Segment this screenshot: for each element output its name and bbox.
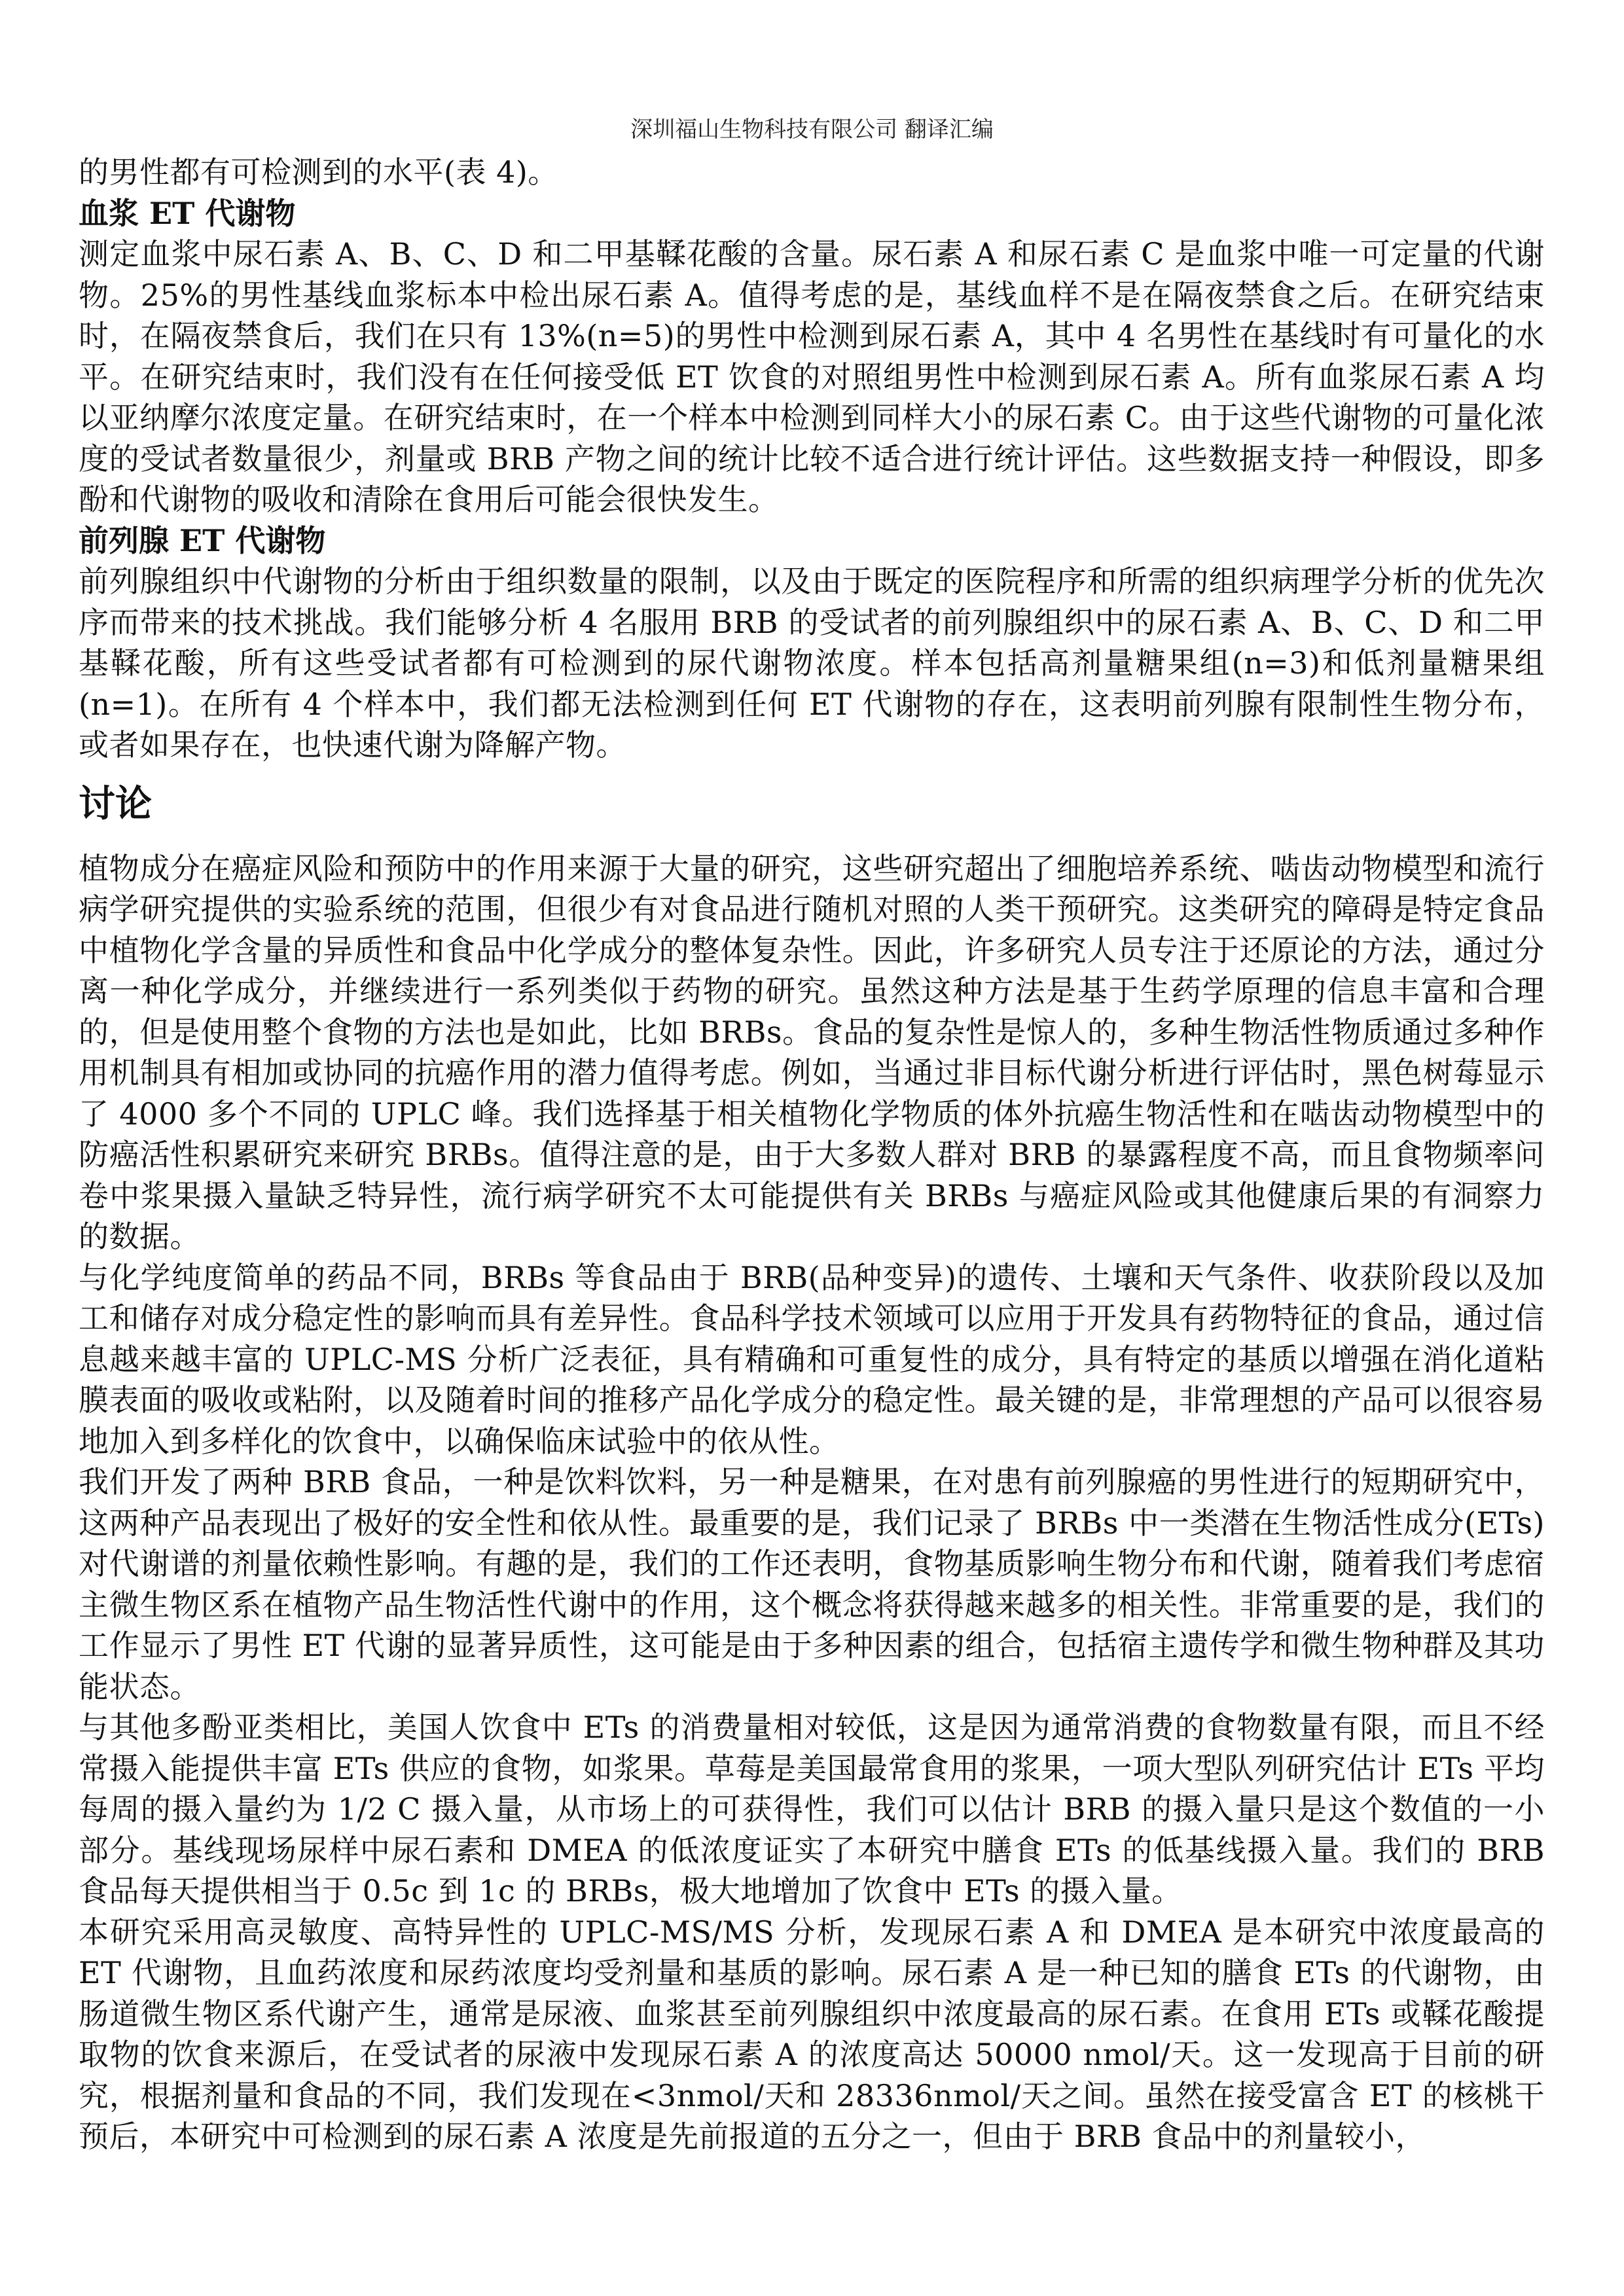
- section-heading-discussion: 讨论: [79, 781, 152, 825]
- continuation-paragraph: 的男性都有可检测到的水平(表 4)。: [79, 154, 558, 190]
- discussion-paragraph-5: 本研究采用高灵敏度、高特异性的 UPLC-MS/MS 分析，发现尿石素 A 和 DMEA 是本研究中浓度最高的 ET 代谢物，且血药浓度和尿药浓度均受剂量和基质的影响。尿石素 A 是一种已知的膳食 ETs 的代谢物，由肠道微生物区系代谢产生，通常是尿液、血浆甚至前列腺组织中浓度最高的尿石素。在食用 ETs 或鞣花酸提取物的饮食来源后，在受试者的尿液中发现尿石素 A 的浓度高达 50000 nmol/天。这一发现高于目前的研究，根据剂量和食品的不同，我们发现在<3nmol/天和 28336nmol/天之间。虽然在接受富含 ET 的核桃干预后，本研究中可检测到的尿石素 A 浓度是先前报道的五分之一，但由于 BRB 食品中的剂量较小，: [79, 1914, 1545, 2154]
- discussion-paragraph-2: 与化学纯度简单的药品不同，BRBs 等食品由于 BRB(品种变异)的遗传、土壤和天气条件、收获阶段以及加工和储存对成分稳定性的影响而具有差异性。食品科学技术领域可以应用于开发具有药物特征的食品，通过信息越来越丰富的 UPLC-MS 分析广泛表征，具有精确和可重复性的成分，具有特定的基质以增强在消化道粘膜表面的吸收或粘附，以及随着时间的推移产品化学成分的稳定性。最关键的是，非常理想的产品可以很容易地加入到多样化的饮食中，以确保临床试验中的依从性。: [79, 1259, 1545, 1459]
- document-body: [79, 152, 1545, 2157]
- paragraph-prostate: 前列腺组织中代谢物的分析由于组织数量的限制，以及由于既定的医院程序和所需的组织病理学分析的优先次序而带来的技术挑战。我们能够分析 4 名服用 BRB 的受试者的前列腺组织中的尿石素 A、B、C、D 和二甲基鞣花酸，所有这些受试者都有可检测到的尿代谢物浓度。样本包括高剂量糖果组(n=3)和低剂量糖果组(n=1)。在所有 4 个样本中，我们都无法检测到任何 ET 代谢物的存在，这表明前列腺有限制性生物分布，或者如果存在，也快速代谢为降解产物。: [79, 564, 1545, 762]
- discussion-paragraph-4: 与其他多酚亚类相比，美国人饮食中 ETs 的消费量相对较低，这是因为通常消费的食物数量有限，而且不经常摄入能提供丰富 ETs 供应的食物，如浆果。草莓是美国最常食用的浆果，一项大型队列研究估计 ETs 平均每周的摄入量约为 1/2 C 摄入量，从市场上的可获得性，我们可以估计 BRB 的摄入量只是这个数值的一小部分。基线现场尿样中尿石素和 DMEA 的低浓度证实了本研究中膳食 ETs 的低基线摄入量。我们的 BRB 食品每天提供相当于 0.5c 到 1c 的 BRBs，极大地增加了饮食中 ETs 的摄入量。: [79, 1710, 1545, 1909]
- section-heading-plasma: 血浆 ET 代谢物: [79, 195, 296, 231]
- discussion-paragraph-3: 我们开发了两种 BRB 食品，一种是饮料饮料，另一种是糖果，在对患有前列腺癌的男性进行的短期研究中，这两种产品表现出了极好的安全性和依从性。最重要的是，我们记录了 BRBs 中一类潜在生物活性成分(ETs)对代谢谱的剂量依赖性影响。有趣的是，我们的工作还表明，食物基质影响生物分布和代谢，随着我们考虑宿主微生物区系在植物产品生物活性代谢中的作用，这个概念将获得越来越多的相关性。非常重要的是，我们的工作显示了男性 ET 代谢的显著异质性，这可能是由于多种因素的组合，包括宿主遗传学和微生物种群及其功能状态。: [79, 1464, 1545, 1704]
- discussion-paragraph-1: 植物成分在癌症风险和预防中的作用来源于大量的研究，这些研究超出了细胞培养系统、啮齿动物模型和流行病学研究提供的实验系统的范围，但很少有对食品进行随机对照的人类干预研究。这类研究的障碍是特定食品中植物化学含量的异质性和食品中化学成分的整体复杂性。因此，许多研究人员专注于还原论的方法，通过分离一种化学成分，并继续进行一系列类似于药物的研究。虽然这种方法是基于生药学原理的信息丰富和合理的，但是使用整个食物的方法也是如此，比如 BRBs。食品的复杂性是惊人的，多种生物活性物质通过多种作用机制具有相加或协同的抗癌作用的潜力值得考虑。例如，当通过非目标代谢分析进行评估时，黑色树莓显示了 4000 多个不同的 UPLC 峰。我们选择基于相关植物化学物质的体外抗癌生物活性和在啮齿动物模型中的防癌活性积累研究来研究 BRBs。值得注意的是，由于大多数人群对 BRB 的暴露程度不高，而且食物频率问卷中浆果摄入量缺乏特异性，流行病学研究不太可能提供有关 BRBs 与癌症风险或其他健康后果的有洞察力的数据。: [79, 850, 1545, 1254]
- page-header: 深圳福山生物科技有限公司 翻译汇编: [630, 117, 994, 143]
- section-heading-prostate: 前列腺 ET 代谢物: [79, 522, 326, 558]
- paragraph-plasma: 测定血浆中尿石素 A、B、C、D 和二甲基鞣花酸的含量。尿石素 A 和尿石素 C 是血浆中唯一可定量的代谢物。25%的男性基线血浆标本中检出尿石素 A。值得考虑的是，基线血样不是在隔夜禁食之后。在研究结束时，在隔夜禁食后，我们在只有 13%(n=5)的男性中检测到尿石素 A，其中 4 名男性在基线时有可量化的水平。在研究结束时，我们没有在任何接受低 ET 饮食的对照组男性中检测到尿石素 A。所有血浆尿石素 A 均以亚纳摩尔浓度定量。在研究结束时，在一个样本中检测到同样大小的尿石素 C。由于这些代谢物的可量化浓度的受试者数量很少，剂量或 BRB 产物之间的统计比较不适合进行统计评估。这些数据支持一种假设，即多酚和代谢物的吸收和清除在食用后可能会很快发生。: [79, 236, 1545, 517]
